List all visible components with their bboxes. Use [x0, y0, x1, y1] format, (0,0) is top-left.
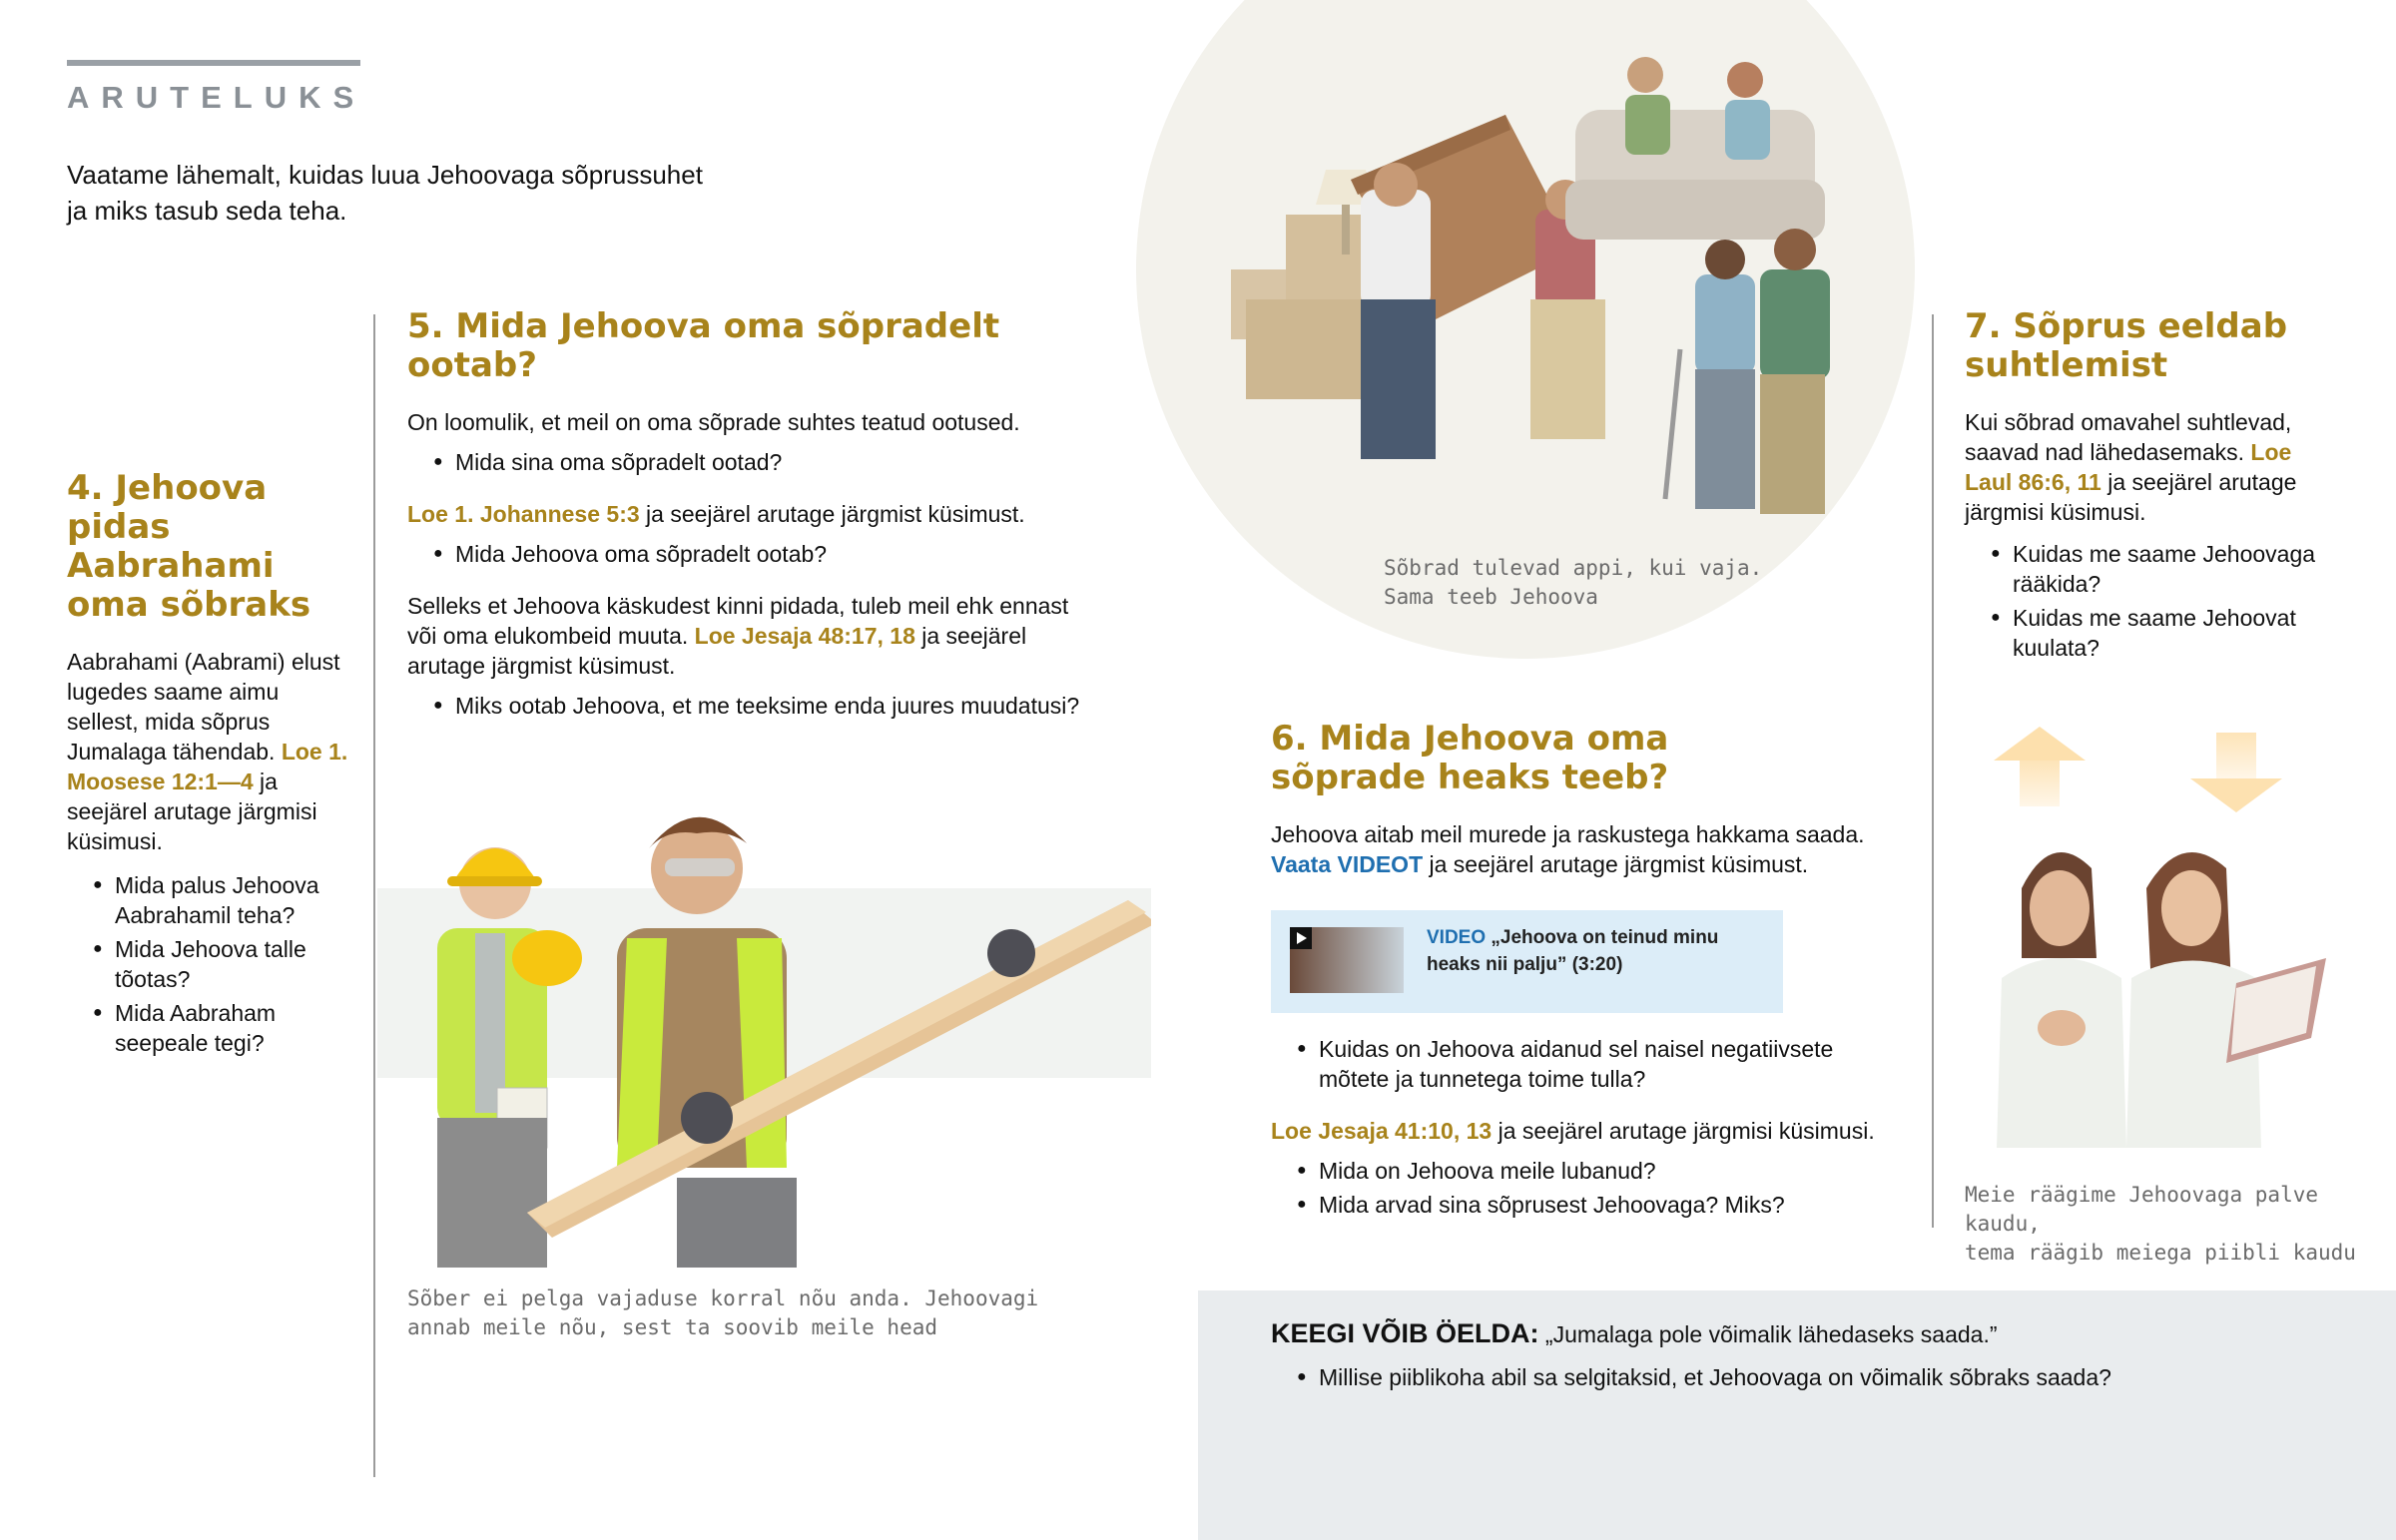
- section-5-title: 5. Mida Jehoova oma sõpradelt ootab?: [407, 306, 1000, 385]
- illustration-prayer-svg: [1982, 828, 2341, 1148]
- section-7-caption: [1965, 1181, 2396, 1268]
- section-4-question: ● Mida Jehoova talle tõotas?: [67, 934, 356, 994]
- column-divider: [1932, 314, 1934, 1228]
- section-6-title: [1271, 720, 1910, 797]
- someone-may-say-box: [1198, 1290, 2396, 1540]
- section-5-caption: Sõber ei pelga vajaduse korral nõu anda. Jehoovagi annab meile nõu, sest ta soovib meile head: [407, 1286, 1039, 1339]
- section-6-question: ● Mida on Jehoova meile lubanud?: [1271, 1156, 1910, 1186]
- section-4-question: ● Mida palus Jehoova Aabrahamil teha?: [67, 870, 356, 930]
- section-5-body-text: Selleks et Jehoova käskudest kinni pidada, tuleb meil ehk ennast või oma elukombeid muuta.: [407, 593, 1069, 649]
- section-5-after-ref-2: ja seejärel arutage järgmist küsimust.: [407, 623, 1027, 679]
- section-5-ref-para: [407, 499, 1126, 529]
- someone-may-say-question: ● Millise piiblikoha abil sa selgitaksid, et Jehoovaga on võimalik sõbraks saada?: [1271, 1362, 2269, 1392]
- section-7-question: ● Kuidas me saame Jehoovat kuulata?: [1965, 603, 2344, 663]
- section-6-questions-1: [1271, 1034, 1910, 1094]
- section-7-title-line-1: 7. Sõprus eeldab: [1965, 306, 2288, 346]
- section-6-after-ref: ja seejärel arutage järgmisi küsimusi.: [1492, 1118, 1875, 1144]
- section-4-questions: [67, 870, 356, 1058]
- column-divider: [373, 314, 375, 1477]
- someone-may-say-statement: [1271, 1318, 1998, 1349]
- section-6-intro: Jehoova aitab meil murede ja raskustega hakkama saada.: [1271, 821, 1865, 847]
- section-5-questions-2: [407, 539, 1126, 569]
- section-6-title-line-2: sõprade heaks teeb?: [1271, 758, 1669, 797]
- section-6-question: ● Kuidas on Jehoova aidanud sel naisel negatiivsete mõtete ja tunnetega toime tulla?: [1271, 1034, 1910, 1094]
- illustration-construction-svg: [377, 788, 1151, 1268]
- section-6-ref-para: [1271, 1116, 1910, 1146]
- video-title: „Jehoova on teinud minu heaks nii palju” (3:20): [1427, 927, 1719, 975]
- section-5-after-ref-1: ja seejärel arutage järgmist küsimust.: [639, 501, 1025, 527]
- top-illustration-caption: [1384, 554, 1762, 612]
- illustration-prayer-reading: [1982, 828, 2341, 1148]
- intro-line-2: ja miks tasub seda teha.: [67, 196, 347, 226]
- section-7: [1965, 307, 2344, 667]
- section-4-body-text: Aabrahami (Aabrami) elust lugedes saame aimu sellest, mida sõprus Jumalaga tähendab.: [67, 649, 340, 765]
- section-5-intro: On loomulik, et meil on oma sõprade suhtes teatud ootused.: [407, 409, 1020, 435]
- intro-text: [67, 157, 703, 229]
- section-5-scripture-link-2[interactable]: Loe Jesaja 48:17, 18: [694, 623, 915, 649]
- section-6-video-para: [1271, 849, 1910, 879]
- page-title: ARUTELUKS: [67, 80, 366, 115]
- someone-may-say-lead: KEEGI VÕIB ÖELDA:: [1271, 1318, 1539, 1348]
- section-4-title: 4. Jehoova pidas Aabrahami oma sõbraks: [67, 468, 311, 625]
- header-rule: [67, 60, 360, 66]
- section-5-question: ● Miks ootab Jehoova, et me teeksime enda juures muudatusi?: [407, 691, 1126, 721]
- someone-may-say-quote: „Jumalaga pole võimalik lähedaseks saada.”: [1538, 1321, 1998, 1347]
- video-link[interactable]: Vaata VIDEOT: [1271, 851, 1424, 877]
- section-6-lower: [1271, 1034, 1910, 1224]
- video-card[interactable]: [1271, 910, 1783, 1013]
- top-caption-line-2: Sama teeb Jehoova: [1384, 585, 1598, 609]
- section-5-questions-1: [407, 447, 1126, 477]
- section-6-question: ● Mida arvad sina sõprusest Jehoovaga? Miks?: [1271, 1190, 1910, 1220]
- top-caption-line-1: Sõbrad tulevad appi, kui vaja.: [1384, 556, 1763, 580]
- section-5-question: ● Mida sina oma sõpradelt ootad?: [407, 447, 1126, 477]
- section-4-scripture-link[interactable]: Loe 1. Moosese 12:1—4: [67, 739, 348, 794]
- intro-line-1: Vaatame lähemalt, kuidas luua Jehoovaga sõprussuhet: [67, 160, 703, 190]
- video-thumbnail[interactable]: [1290, 927, 1404, 993]
- section-6-after-video: ja seejärel arutage järgmist küsimust.: [1423, 851, 1809, 877]
- section-7-title-line-2: suhtlemist: [1965, 345, 2168, 385]
- section-7-questions: [1965, 539, 2344, 663]
- section-5-scripture-link-1[interactable]: Loe 1. Johannese 5:3: [407, 501, 640, 527]
- section-5-body: [407, 591, 1096, 681]
- section-4-body: [67, 647, 356, 856]
- section-4: [67, 469, 356, 1062]
- section-6-questions-2: [1271, 1156, 1910, 1220]
- video-label: VIDEO: [1427, 927, 1487, 948]
- section-7-caption-line-1: Meie räägime Jehoovaga palve kaudu,: [1965, 1183, 2319, 1236]
- section-6: [1271, 720, 1910, 879]
- illustration-construction-advice: [377, 788, 1151, 1268]
- section-6-title-line-1: 6. Mida Jehoova oma: [1271, 719, 1669, 759]
- section-7-body: [1965, 407, 2344, 527]
- arrow-down-icon: [2190, 733, 2282, 812]
- section-7-caption-line-2: tema räägib meiega piibli kaudu: [1965, 1241, 2356, 1265]
- section-5-questions-3: [407, 691, 1126, 721]
- section-7-scripture-link[interactable]: Loe Laul 86:6, 11: [1965, 439, 2292, 495]
- play-icon[interactable]: [1290, 927, 1312, 949]
- section-7-body-text: Kui sõbrad omavahel suhtlevad, saavad nad lähedasemaks.: [1965, 409, 2292, 465]
- section-5: [407, 307, 1126, 725]
- section-4-after-ref: ja seejärel arutage järgmisi küsimusi.: [67, 769, 317, 854]
- section-7-question: ● Kuidas me saame Jehoovaga rääkida?: [1965, 539, 2344, 599]
- someone-may-say-questions: [1271, 1362, 2269, 1396]
- section-4-question: ● Mida Aabraham seepeale tegi?: [67, 998, 356, 1058]
- section-6-scripture-link[interactable]: Loe Jesaja 41:10, 13: [1271, 1118, 1493, 1144]
- section-7-after-ref: ja seejärel arutage järgmisi küsimusi.: [1965, 469, 2297, 525]
- section-5-question: ● Mida Jehoova oma sõpradelt ootab?: [407, 539, 1126, 569]
- video-text: [1427, 924, 1766, 978]
- arrow-up-icon: [1994, 727, 2086, 806]
- section-7-title: [1965, 307, 2344, 385]
